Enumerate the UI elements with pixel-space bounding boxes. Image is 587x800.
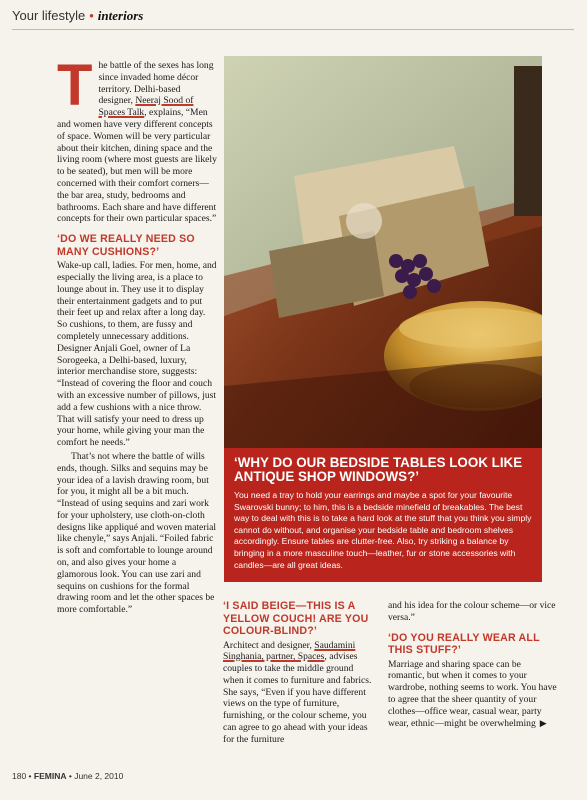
bullet-dot-icon: • (89, 8, 94, 23)
page-footer: 180 • FEMINA • June 2, 2010 (12, 771, 124, 781)
magazine-name: FEMINA (33, 771, 67, 781)
intro-text-b: , explains, “Men and women have very different concepts of space. Women will be very particular about their kitchen, dining space and the living room (where most guests are likely to be seated), but men will be more concerned with their comfort corners—the bar area, study, bedrooms and bathrooms. Each share and have different concepts for their own particular spaces.” (57, 107, 217, 225)
column-1 (57, 53, 217, 618)
designer-name-underlined: Neeraj Sood of Spaces Talk (98, 95, 194, 119)
column-2 (223, 600, 373, 748)
callout-title: ‘WHY DO OUR BEDSIDE TABLES LOOK LIKE ANTIQUE SHOP WINDOWS?’ (234, 455, 523, 484)
intro-text-a: he battle of the sexes has long since invaded home décor territory. Delhi-based designer, (98, 60, 214, 107)
wear-text: Marriage and sharing space can be romantic, but when it comes to your wardrobe, nothing seems to work. You have to agree that the sheer quantity of your clothes—office wear, casual wear, party wear, ethnic—might be overwhelming (388, 658, 557, 729)
issue-date: June 2, 2010 (74, 771, 124, 781)
drop-cap: T (57, 53, 93, 118)
section-label: Your lifestyle (12, 8, 86, 23)
architect-name-underlined: Saudamini Singhania, partner, Spaces (223, 639, 356, 663)
column-3 (388, 600, 558, 731)
beige-text-b: , advises couples to take the middle ground when it comes to furniture and fabrics. She says, “Even if you have different views on the type of furniture, furnishing, or the colour scheme, you can agree to go ahead with your ideas for the furniture (223, 651, 372, 745)
bedside-photo (224, 56, 542, 448)
page-number: 180 (12, 771, 27, 781)
wear-paragraph (388, 659, 558, 730)
heading-beige: ‘I SAID BEIGE—THIS IS A YELLOW COUCH! ARE YOU COLOUR-BLIND?’ (223, 600, 369, 637)
heading-wear: ‘DO YOU REALLY WEAR ALL THIS STUFF?’ (388, 631, 540, 657)
intro-paragraph (57, 53, 217, 225)
subsection-label: interiors (97, 8, 144, 23)
header-rule (12, 29, 574, 30)
callout-text: You need a tray to hold your earrings and maybe a spot for your favourite Swarovski bunny; to him, this is a bedside minefield of breakables. The best way to deal with this is to take a hard look at the stuff that you think you simply cannot do without, and organise your bedside table and bedroom shelves accordingly. Ensure tables are clutter-free. Also, try striking a balance by bringing in a more masculine touch—leather, fur or stone accessories with candles—are all great ideas. (234, 490, 532, 570)
heading-cushions: ‘DO WE REALLY NEED SO MANY CUSHIONS?’ (57, 233, 195, 258)
battle-paragraph: That’s not where the battle of wills ends, though. Silks and sequins may be your idea of a lavish drawing room, but for you, it might all be a bit much. “Instead of using sequins and zari work for your upholstery, use cloth-on-cloth designs like appliqué and woven material like chenyle,” says Anjali. “Foiled fabric is soft and comfortable to lounge around on, and also gives your home a glamorous look. You can use zari and sequins on cushions for the formal drawing room and let the other spaces be more comfortable.” (57, 450, 217, 616)
continuation-paragraph: and his idea for the colour scheme—or vice versa.” (388, 600, 556, 623)
beige-paragraph (223, 640, 373, 746)
page-header (12, 8, 143, 24)
continue-arrow-icon: ▶ (539, 717, 547, 728)
callout-box (224, 448, 542, 582)
beige-text-a: Architect and designer, (223, 639, 315, 651)
cushions-paragraph: Wake-up call, ladies. For men, home, and especially the living area, is a place to lounge about in. They use it to display their entertainment gadgets and to put their feet up and relax after a long day. So cushions, to them, are fussy and completely unnecessary additions. Designer Anjali Goel, owner of La Sorogeeka, a Delhi-based, luxury, interior merchandise store, suggests: “Instead of covering the floor and couch with an excessive number of pillows, just add a few cushions with a nice throw. That will satisfy your need to dress up your home, while giving your man the comfort he needs.” (57, 260, 217, 449)
